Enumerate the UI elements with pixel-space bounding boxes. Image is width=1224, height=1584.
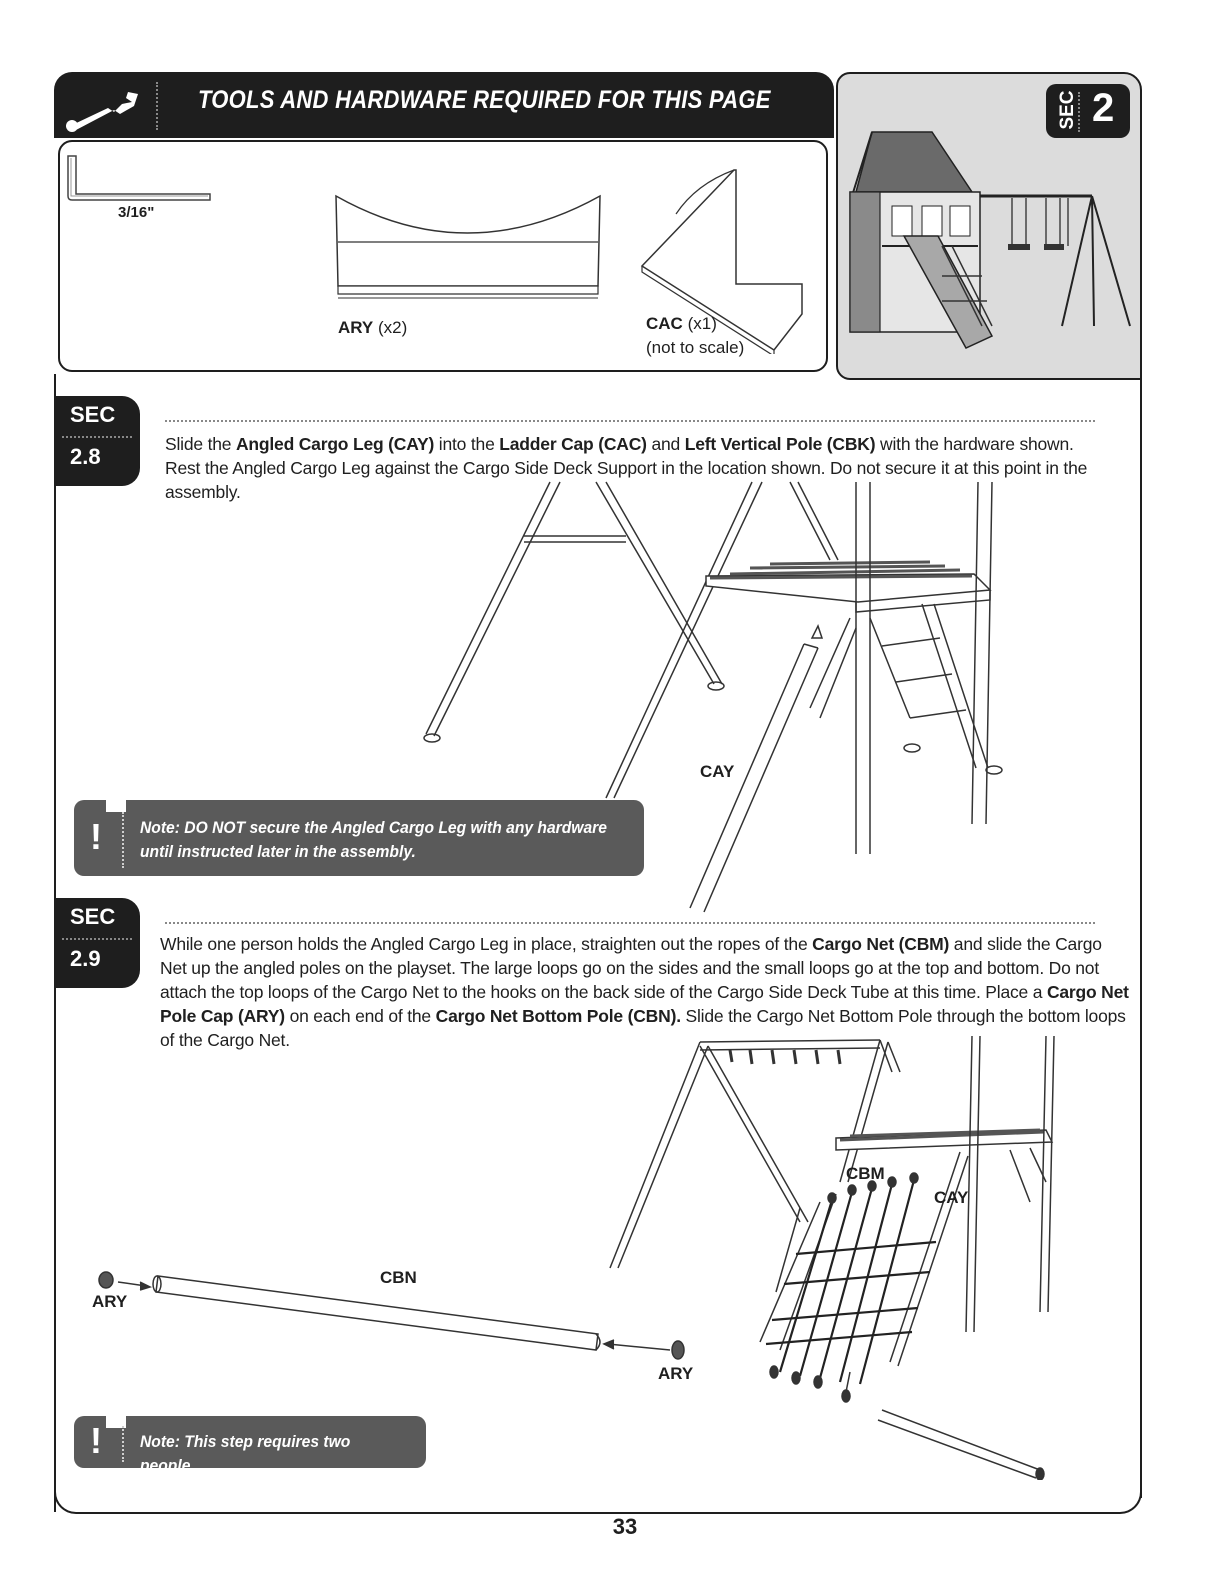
section-badge-divider (1078, 92, 1080, 132)
section-badge-label: SEC (1057, 90, 1078, 130)
step-2-8-note-divider (122, 812, 124, 868)
section-badge-number: 2 (1092, 86, 1115, 130)
allen-key-icon (64, 152, 214, 206)
allen-key-size: 3/16" (118, 204, 155, 221)
step-2-8-label-cay: CAY (700, 762, 735, 781)
step-2-8-dotted-rule (165, 420, 1095, 422)
playset-preview-image (842, 126, 1136, 362)
step-2-9-number: 2.9 (70, 946, 101, 971)
step-2-9-note-divider (122, 1426, 124, 1462)
step-2-8-note-text: Note: DO NOT secure the Angled Cargo Leg with any hardware until instructed later in the assembly. (140, 818, 607, 861)
step-2-9-dotted-rule (165, 922, 1095, 924)
cbn-diagram-label-ary-left: ARY (92, 1292, 128, 1311)
page-number: 33 (612, 1514, 638, 1539)
page-frame-right (1140, 378, 1142, 1498)
ary-part-drawing (332, 190, 606, 318)
step-2-8-note-notch (106, 800, 126, 812)
step-2-9-label-cbm: CBM (846, 1164, 885, 1183)
cbn-diagram-label-ary-right: ARY (658, 1364, 694, 1383)
step-2-9-note-text: Note: This step requires two people. (140, 1432, 351, 1475)
wrench-icon (62, 82, 142, 134)
step-2-9-tab-divider (62, 938, 132, 940)
cbn-diagram-label-cbn: CBN (380, 1268, 417, 1287)
cac-label: CAC (x1) (not to scale) (646, 314, 745, 357)
warning-icon: ! (90, 816, 102, 857)
step-2-8-instructions: Slide the Angled Cargo Leg (CAY) into the Ladder Cap (CAC) and Left Vertical Pole (CBK) with the hardware shown. Rest the Angled Cargo Leg against the Cargo Side Deck Support in the location shown. Do not secure it at this point in the assembly. (165, 434, 1088, 502)
step-2-9-sec-label: SEC (70, 904, 116, 929)
step-2-9-label-cay: CAY (934, 1188, 969, 1207)
ary-label: ARY (x2) (338, 318, 408, 337)
header-divider (156, 82, 158, 130)
step-2-8-tab-divider (62, 436, 132, 438)
warning-icon: ! (90, 1420, 102, 1461)
step-2-9-diagram (600, 1032, 1060, 1480)
header-title: TOOLS AND HARDWARE REQUIRED FOR THIS PAGE (198, 86, 771, 114)
step-2-8-number: 2.8 (70, 444, 101, 469)
step-2-9-instructions: While one person holds the Angled Cargo Leg in place, straighten out the ropes of the Cargo Net (CBM) and slide the Cargo Net up the angled poles on the playset. The large loops go on the sides and the small loops go at the top and bottom. Do not attach the top loops of the Cargo Net to the hooks on the back side of the Cargo Side Deck Tube at this time. Place a Cargo Net Pole Cap (ARY) on each end of the Cargo Net Bottom Pole (CBN). Slide the Cargo Net Bottom Pole through the bottom loops of the Cargo Net. (160, 934, 1129, 1050)
step-2-8-sec-label: SEC (70, 402, 116, 427)
